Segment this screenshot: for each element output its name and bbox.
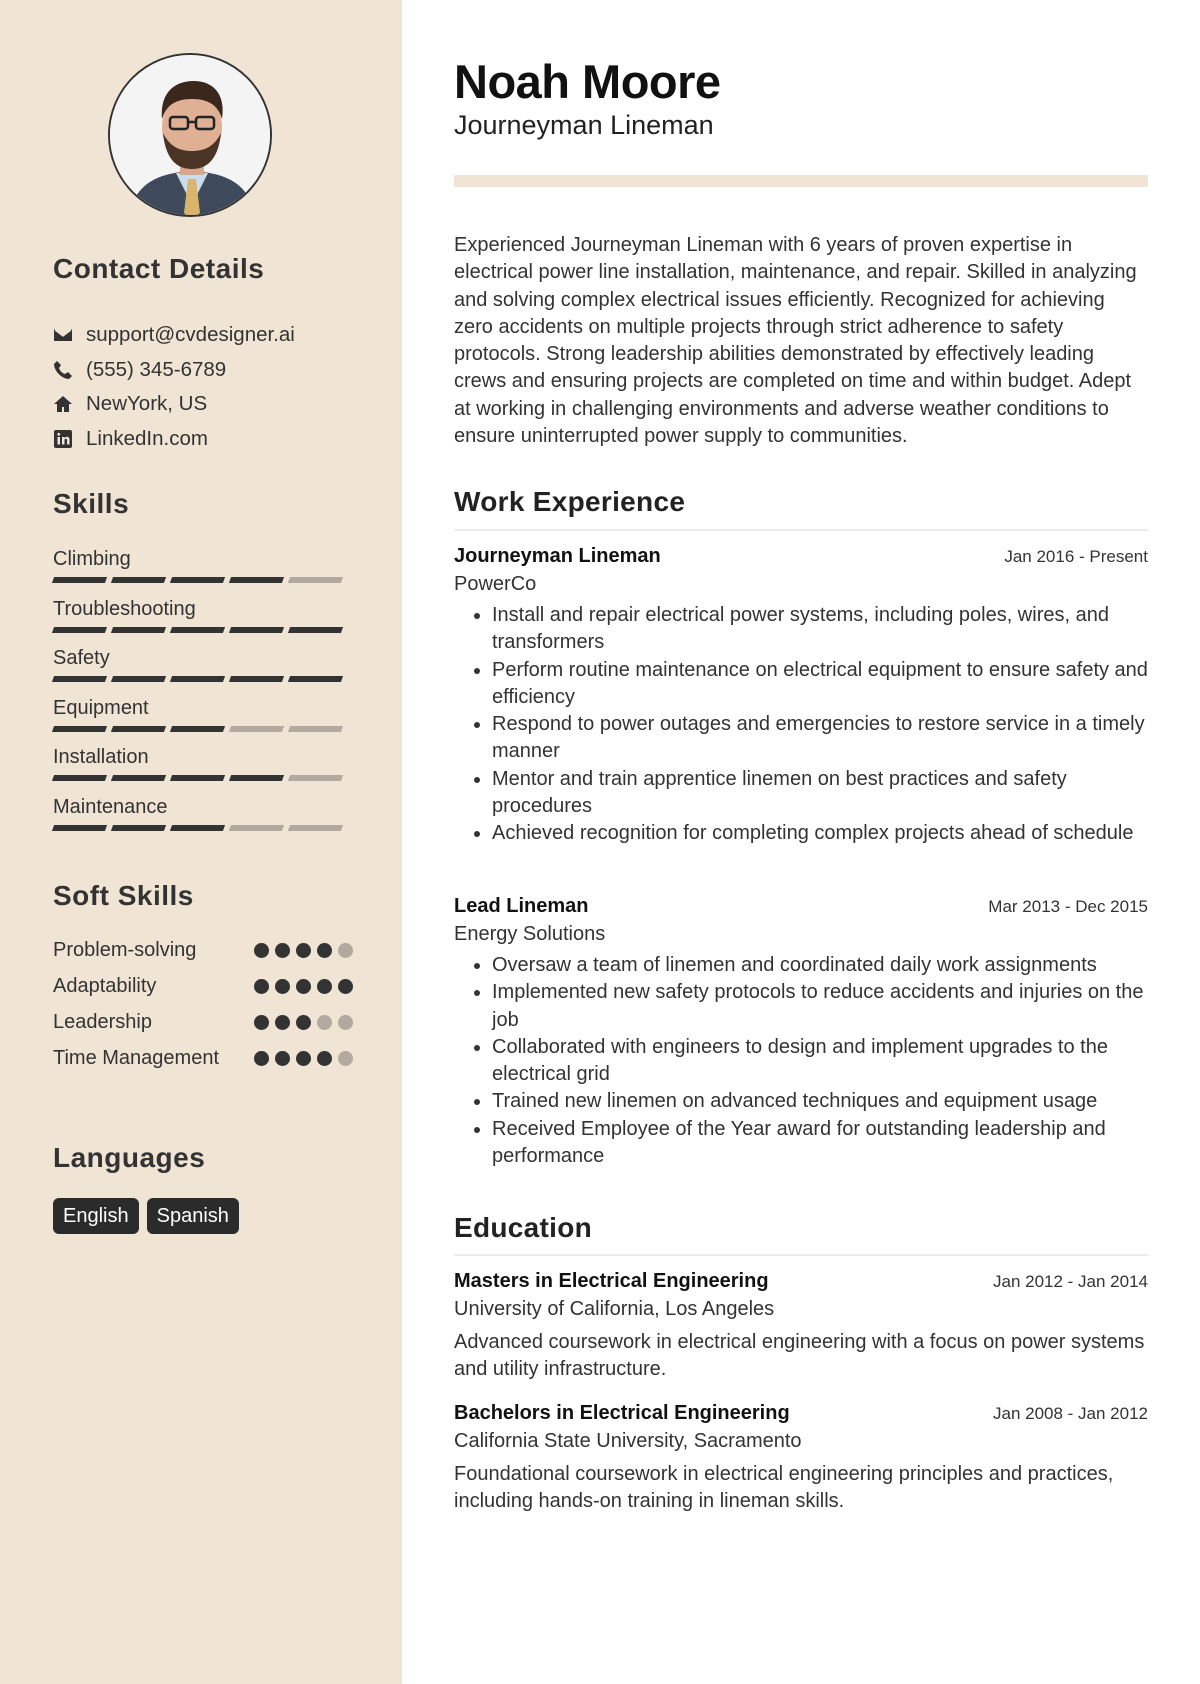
education-dates: Jan 2008 - Jan 2012	[992, 1404, 1148, 1423]
rating-dot-filled	[296, 1015, 311, 1030]
rating-dot-filled	[275, 1051, 290, 1066]
skill-segment-filled	[229, 775, 284, 781]
job-dates: Jan 2016 - Present	[1004, 547, 1148, 566]
skill-segment-filled	[170, 726, 225, 732]
job-bullet: • Install and repair electrical power systems, including poles, wires, and transformers	[492, 602, 1148, 657]
skill-segment-empty	[288, 577, 343, 583]
rating-dot-filled	[275, 943, 290, 958]
skill-item	[53, 694, 353, 744]
job-bullets	[454, 952, 1148, 1170]
soft-skill-label: Time Management	[53, 1047, 219, 1069]
skill-segment-filled	[52, 627, 107, 633]
rating-dot-empty	[338, 943, 353, 958]
job-company: PowerCo	[454, 573, 537, 595]
rating-dot-empty	[317, 1015, 332, 1030]
contact-email-text: support@cvdesigner.ai	[86, 323, 295, 347]
work-experience-heading: Work Experience	[454, 486, 686, 517]
education-entry	[454, 1270, 1148, 1384]
skill-segment-filled	[288, 627, 343, 633]
skill-item	[53, 743, 353, 793]
candidate-title: Journeyman Lineman	[454, 110, 714, 140]
education-dates: Jan 2012 - Jan 2014	[992, 1272, 1148, 1291]
header-divider	[454, 175, 1148, 187]
skill-segment-filled	[229, 676, 284, 682]
skill-label: Troubleshooting	[53, 597, 196, 620]
phone-icon	[53, 360, 86, 380]
skill-segment-filled	[170, 825, 225, 831]
job-bullet: • Respond to power outages and emergencies to restore service in a timely manner	[492, 711, 1148, 766]
school-name: California State University, Sacramento	[454, 1430, 802, 1452]
skill-segment-filled	[170, 577, 225, 583]
rating-dot-filled	[317, 1051, 332, 1066]
contact-email[interactable]	[53, 318, 373, 353]
job-bullet: • Implemented new safety protocols to reduce accidents and injuries on the job	[492, 979, 1148, 1034]
rating-dot-filled	[338, 979, 353, 994]
soft-skill-label: Leadership	[53, 1011, 152, 1033]
skill-level-bar	[53, 577, 353, 583]
sidebar	[0, 0, 402, 1684]
rating-dot-filled	[275, 979, 290, 994]
linkedin-icon	[53, 429, 86, 449]
skill-level-bar	[53, 676, 353, 682]
rating-dot-filled	[296, 979, 311, 994]
candidate-name: Noah Moore	[454, 55, 721, 108]
soft-skill-item	[53, 936, 353, 964]
person-portrait-icon	[110, 55, 272, 217]
degree-title: Masters in Electrical Engineering	[454, 1270, 769, 1292]
contact-location	[53, 387, 373, 422]
skill-segment-filled	[111, 726, 166, 732]
degree-title: Bachelors in Electrical Engineering	[454, 1402, 790, 1424]
soft-skill-label: Adaptability	[53, 975, 157, 997]
skill-item	[53, 793, 353, 843]
job-dates: Mar 2013 - Dec 2015	[988, 897, 1148, 916]
soft-skill-item	[53, 972, 353, 1000]
soft-skills-heading: Soft Skills	[53, 880, 194, 911]
skill-segment-filled	[111, 775, 166, 781]
education-entry	[454, 1402, 1148, 1516]
skill-segment-filled	[52, 825, 107, 831]
rating-dot-empty	[338, 1051, 353, 1066]
soft-skill-rating	[254, 936, 353, 958]
education-heading: Education	[454, 1212, 593, 1243]
skill-item	[53, 545, 353, 595]
skill-segment-filled	[111, 627, 166, 633]
rating-dot-filled	[254, 1015, 269, 1030]
rating-dot-filled	[254, 1051, 269, 1066]
skill-segment-filled	[111, 676, 166, 682]
rating-dot-filled	[275, 1015, 290, 1030]
job-bullet: • Achieved recognition for completing complex projects ahead of schedule	[492, 820, 1148, 847]
skill-item	[53, 644, 353, 694]
skill-segment-empty	[229, 726, 284, 732]
job-bullet: • Oversaw a team of linemen and coordinated daily work assignments	[492, 952, 1148, 979]
languages-heading: Languages	[53, 1142, 206, 1173]
job-company: Energy Solutions	[454, 923, 606, 945]
skill-segment-filled	[52, 726, 107, 732]
languages-list	[53, 1198, 239, 1234]
home-icon	[53, 394, 86, 414]
skills-heading: Skills	[53, 488, 130, 519]
rating-dot-filled	[254, 943, 269, 958]
job-bullets	[454, 602, 1148, 848]
job-entry	[454, 895, 1148, 1170]
rating-dot-filled	[317, 943, 332, 958]
envelope-icon	[53, 325, 86, 345]
language-pill: English	[53, 1198, 139, 1234]
skill-segment-filled	[111, 577, 166, 583]
rating-dot-filled	[317, 979, 332, 994]
job-bullet: • Collaborated with engineers to design and implement upgrades to the electrical grid	[492, 1034, 1148, 1089]
skill-item	[53, 595, 353, 645]
skill-label: Maintenance	[53, 795, 168, 818]
contact-linkedin-text: LinkedIn.com	[86, 426, 208, 450]
skill-label: Installation	[53, 746, 149, 768]
skills-list	[53, 545, 353, 842]
skill-segment-empty	[288, 825, 343, 831]
skill-segment-empty	[288, 775, 343, 781]
school-name: University of California, Los Angeles	[454, 1298, 775, 1320]
skill-segment-filled	[229, 577, 284, 583]
job-bullet: • Mentor and train apprentice linemen on best practices and safety procedures	[492, 766, 1148, 821]
rating-dot-empty	[338, 1015, 353, 1030]
job-bullet: • Perform routine maintenance on electrical equipment to ensure safety and efficiency	[492, 657, 1148, 712]
rating-dot-filled	[296, 1051, 311, 1066]
contact-phone[interactable]	[53, 353, 373, 388]
soft-skills-list	[53, 936, 353, 1080]
section-divider	[454, 529, 1148, 531]
contact-list	[53, 318, 373, 456]
skill-segment-empty	[288, 726, 343, 732]
skill-segment-filled	[288, 676, 343, 682]
profile-summary: Experienced Journeyman Lineman with 6 years of proven expertise in electrical power line installation, maintenance, and repair. Skilled in analyzing and solving complex electrical issues efficiently. Recognized for achieving zero accidents on multiple projects through strict adherence to safety protocols. Strong leadership abilities demonstrated by effectively leading crews and ensuring projects are completed on time and within budget. Adept at working in challenging environments and adverse weather conditions to ensure uninterrupted power supply to communities.	[454, 234, 1137, 448]
soft-skill-rating	[254, 1008, 353, 1030]
soft-skill-item	[53, 1008, 353, 1036]
soft-skill-rating	[254, 972, 353, 994]
profile-photo	[108, 53, 272, 217]
contact-location-text: NewYork, US	[86, 392, 208, 416]
skill-segment-filled	[170, 627, 225, 633]
soft-skill-label: Problem-solving	[53, 939, 197, 961]
skill-level-bar	[53, 627, 353, 633]
job-title: Lead Lineman	[454, 895, 589, 917]
soft-skill-rating	[254, 1044, 353, 1066]
job-bullet: • Received Employee of the Year award for outstanding leadership and performance	[492, 1116, 1148, 1171]
education-description: Foundational coursework in electrical engineering principles and practices, including hands-on training in lineman skills.	[454, 1463, 1114, 1513]
rating-dot-filled	[296, 943, 311, 958]
job-entry	[454, 545, 1148, 848]
skill-segment-empty	[229, 825, 284, 831]
skill-level-bar	[53, 726, 353, 732]
skill-segment-filled	[52, 676, 107, 682]
skill-segment-filled	[52, 577, 107, 583]
skill-level-bar	[53, 775, 353, 781]
contact-heading: Contact Details	[53, 253, 265, 284]
job-title: Journeyman Lineman	[454, 545, 661, 567]
language-pill: Spanish	[147, 1198, 239, 1234]
soft-skill-item	[53, 1044, 353, 1072]
job-bullet: • Trained new linemen on advanced techniques and equipment usage	[492, 1088, 1148, 1115]
skill-label: Climbing	[53, 548, 131, 570]
contact-phone-text: (555) 345-6789	[86, 357, 227, 381]
skill-segment-filled	[52, 775, 107, 781]
section-divider	[454, 1254, 1148, 1256]
skill-level-bar	[53, 825, 353, 831]
skill-label: Equipment	[53, 696, 149, 719]
contact-linkedin[interactable]	[53, 422, 373, 457]
skill-segment-filled	[229, 627, 284, 633]
rating-dot-filled	[254, 979, 269, 994]
skill-segment-filled	[111, 825, 166, 831]
skill-segment-filled	[170, 676, 225, 682]
skill-label: Safety	[53, 647, 110, 669]
education-description: Advanced coursework in electrical engineering with a focus on power systems and utility infrastructure.	[454, 1331, 1145, 1381]
skill-segment-filled	[170, 775, 225, 781]
